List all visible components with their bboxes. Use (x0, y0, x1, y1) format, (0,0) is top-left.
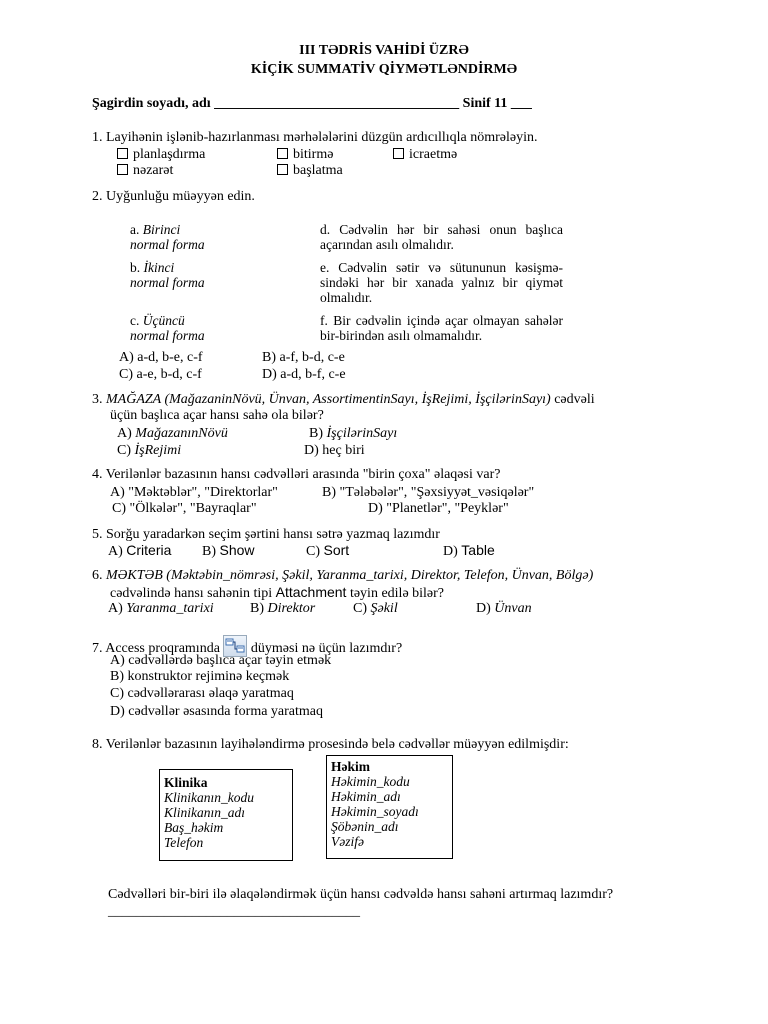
table-hekim (326, 755, 453, 859)
q5-answer-c[interactable]: C) Sort (306, 542, 350, 559)
q2-item-e: e. Cədvəlin sətir və sütununun kəsişmə-sindəki hər bir xanada yalnız bir qiymət olmalıdır. (320, 260, 563, 305)
q8-question: Cədvəlləri bir-biri ilə əlaqələndirmək üçün hansı cədvəldə hansı sahəni artırmaq lazımdır? (108, 887, 614, 902)
table-hekim-field: Şöbənin_adı (331, 819, 399, 834)
q3-text: 3. MAĞAZA (MağazaninNövü, Ünvan, AssortimentinSayı, İşRejimi, İşçilərinSayı) cədvəli (92, 392, 595, 407)
student-name-line: Şagirdin soyadı, adı ___________________________________ Sinif 11 ___ (92, 96, 532, 111)
q3-answer-b[interactable]: B) İşçilərinSayı (309, 426, 398, 441)
q8-text: 8. Verilənlər bazasının layihələndirmə prosesində belə cədvəllər müəyyən edilmişdir: (92, 737, 569, 752)
checkbox-icon[interactable] (277, 164, 288, 175)
table-hekim-field: Həkimin_kodu (331, 774, 410, 789)
q6-answer-d[interactable]: D) Ünvan (476, 601, 532, 616)
q2-answer-a[interactable]: A) a-d, b-e, c-f (119, 350, 203, 365)
q7-answer-d[interactable]: D) cədvəllər əsasında forma yaratmaq (110, 704, 324, 719)
q1-option-1[interactable]: planlaşdırma (117, 147, 205, 163)
table-hekim-field: Həkimin_soyadı (331, 804, 419, 819)
q6-answer-a[interactable]: A) Yaranma_tarixi (108, 601, 214, 616)
table-hekim-title: Həkim (331, 759, 370, 774)
title-line-1: III TƏDRİS VAHİDİ ÜZRƏ (299, 43, 469, 58)
q1-option-3[interactable]: icraetmə (393, 147, 457, 163)
q7-answer-a[interactable]: A) cədvəllərdə başlıca açar təyin etmək (110, 653, 332, 668)
table-klinika (159, 769, 293, 861)
table-klinika-field: Klinikanın_adı (164, 805, 245, 820)
checkbox-icon[interactable] (117, 148, 128, 159)
q1-option-5[interactable]: başlatma (277, 163, 343, 179)
q6-text: 6. MƏKTƏB (Məktəbin_nömrəsi, Şəkil, Yaranma_tarixi, Direktor, Telefon, Ünvan, Bölgə) (92, 568, 594, 583)
q2-answer-d[interactable]: D) a-d, b-f, c-e (262, 367, 346, 382)
table-klinika-field: Klinikanın_kodu (164, 790, 254, 805)
q5-answer-a[interactable]: A) Criteria (108, 542, 172, 559)
q4-answer-d[interactable]: D) "Planetlər", "Peyklər" (368, 501, 509, 516)
q2-answer-c[interactable]: C) a-e, b-d, c-f (119, 367, 202, 382)
q4-answer-a[interactable]: A) "Məktəblər", "Direktorlar" (110, 485, 278, 500)
checkbox-icon[interactable] (277, 148, 288, 159)
q1-option-4[interactable]: nəzarət (117, 163, 173, 179)
q2-item-f: f. Bir cədvəlin içində açar olmayan sahələr bir-birindən asılı olmamalıdır. (320, 313, 563, 343)
checkbox-icon[interactable] (393, 148, 404, 159)
table-klinika-field: Baş_həkim (164, 820, 224, 835)
q5-text: 5. Sorğu yaradarkən seçim şərtini hansı sətrə yazmaq lazımdır (92, 527, 440, 542)
table-klinika-field: Telefon (164, 835, 204, 850)
title-line-2: KİÇİK SUMMATİV QİYMƏTLƏNDİRMƏ (250, 62, 518, 77)
q6-answer-c[interactable]: C) Şəkil (353, 601, 398, 616)
q3-answer-d[interactable]: D) heç biri (304, 443, 365, 458)
table-hekim-field: Vəzifə (331, 834, 364, 849)
q2-item-d: d. Cədvəlin hər bir sahəsi onun başlıca açarından asılı olmalıdır. (320, 222, 563, 252)
q2-item-b: b. İkinci normal forma (130, 260, 205, 290)
q8-answer-line[interactable]: ____________________________________ (108, 904, 360, 919)
q3-answer-a[interactable]: A) MağazanınNövü (117, 426, 228, 441)
q1-text: 1. Layihənin işlənib-hazırlanması mərhələlərini düzgün ardıcıllıqla nömrələyin. (92, 130, 538, 145)
q3-answer-c[interactable]: C) İşRejimi (117, 443, 182, 458)
q4-answer-b[interactable]: B) "Tələbələr", "Şəxsiyyət_vəsiqələr" (322, 485, 535, 500)
q2-answer-b[interactable]: B) a-f, b-d, c-e (262, 350, 345, 365)
table-klinika-title: Klinika (164, 775, 208, 790)
q5-answer-b[interactable]: B) Show (202, 542, 255, 559)
q4-answer-c[interactable]: C) "Ölkələr", "Bayraqlar" (112, 501, 257, 516)
q2-item-a: a. Birinci normal forma (130, 222, 205, 252)
checkbox-icon[interactable] (117, 164, 128, 175)
q2-text: 2. Uyğunluğu müəyyən edin. (92, 189, 255, 204)
q2-item-c: c. Üçüncü normal forma (130, 313, 205, 343)
q6-answer-b[interactable]: B) Direktor (250, 601, 316, 616)
q4-text: 4. Verilənlər bazasının hansı cədvəlləri arasında "birin çoxa" əlaqəsi var? (92, 467, 501, 482)
q1-option-2[interactable]: bitirmə (277, 147, 333, 163)
q6-text-line2: cədvəlində hansı sahənin tipi Attachment təyin edilə bilər? (110, 584, 445, 601)
q7-answer-c[interactable]: C) cədvəllərarası əlaqə yaratmaq (110, 686, 294, 701)
q7-answer-b[interactable]: B) konstruktor rejiminə keçmək (110, 669, 290, 684)
q3-text-line2: üçün başlıca açar hansı sahə ola bilər? (110, 408, 324, 423)
q7-text: 7. Access proqramında düyməsi nə üçün lazımdır? (92, 635, 402, 659)
q5-answer-d[interactable]: D) Table (443, 542, 495, 559)
table-hekim-field: Həkimin_adı (331, 789, 401, 804)
